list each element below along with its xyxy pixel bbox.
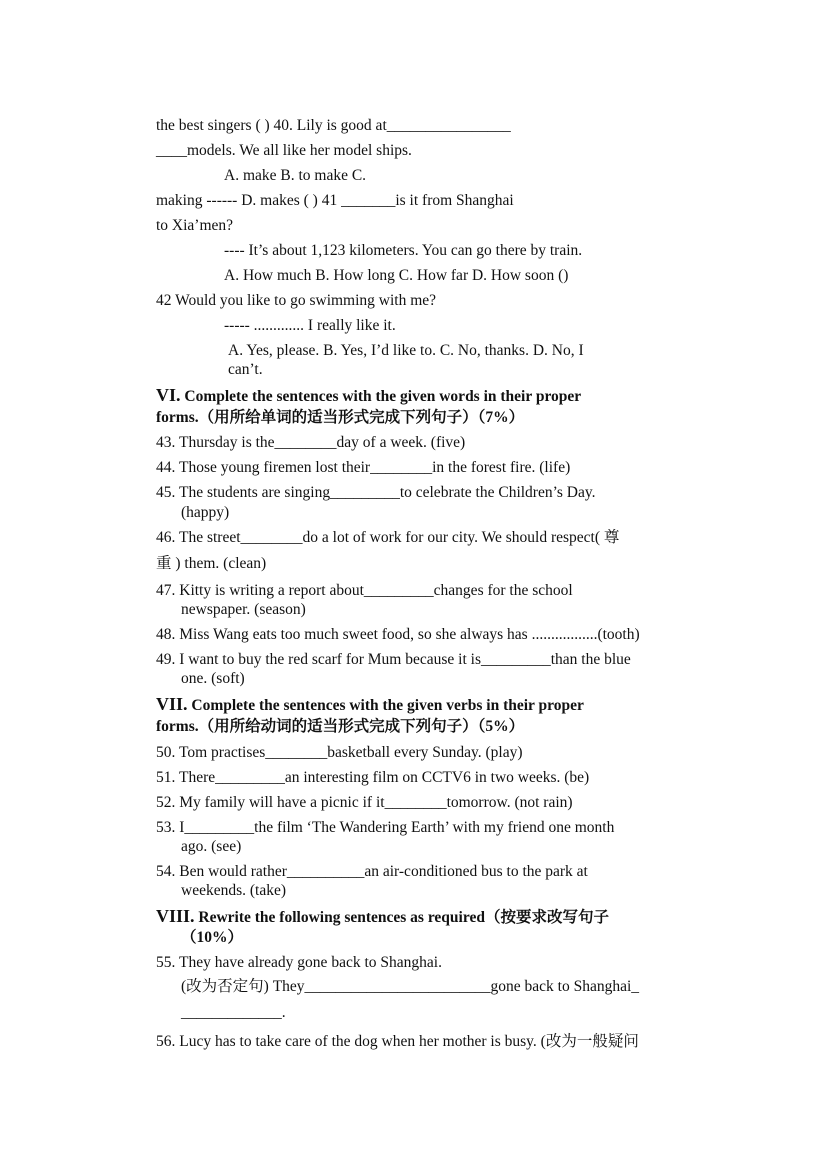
- section-vi-subtitle: forms.（用所给单词的适当形式完成下列句子）（7%）: [156, 409, 525, 426]
- question-45: 45. The students are singing_________to celebrate the Children’s Day.: [156, 484, 596, 501]
- line-q40-options: A. make B. to make C.: [224, 167, 367, 184]
- question-47-hint: newspaper. (season): [181, 601, 306, 618]
- section-vii-subtitle: forms.（用所给动词的适当形式完成下列句子）（5%）: [156, 718, 525, 735]
- question-54-hint: weekends. (take): [181, 882, 287, 899]
- section-viii-subtitle: （10%）: [181, 929, 244, 946]
- question-55-continued: _____________.: [181, 1004, 286, 1021]
- question-47: 47. Kitty is writing a report about_________changes for the school: [156, 582, 573, 599]
- section-vii-heading: [156, 694, 584, 716]
- question-52: 52. My family will have a picnic if it________tomorrow. (not rain): [156, 794, 573, 811]
- section-vi-heading: [156, 385, 581, 407]
- section-viii-heading: [156, 906, 609, 928]
- question-43: 43. Thursday is the________day of a week. (five): [156, 434, 466, 451]
- line-q40-continued: ____models. We all like her model ships.: [156, 142, 412, 159]
- line-q41-continued: to Xia’men?: [156, 217, 234, 234]
- question-56: 56. Lucy has to take care of the dog when her mother is busy. (改为一般疑问: [156, 1033, 639, 1050]
- section-vii-title: Complete the sentences with the given verbs in their proper: [187, 697, 584, 714]
- question-46-continued: 重 ) them. (clean): [156, 555, 267, 572]
- question-44: 44. Those young firemen lost their________in the forest fire. (life): [156, 459, 571, 476]
- question-50: 50. Tom practises________basketball every Sunday. (play): [156, 744, 523, 761]
- question-49: 49. I want to buy the red scarf for Mum because it is_________than the blue: [156, 651, 631, 668]
- question-53-hint: ago. (see): [181, 838, 242, 855]
- section-vi-number: VI.: [156, 385, 181, 405]
- line-q41-options: A. How much B. How long C. How far D. How soon (): [224, 267, 569, 284]
- question-53: 53. I_________the film ‘The Wandering Earth’ with my friend one month: [156, 819, 615, 836]
- line-q42: 42 Would you like to go swimming with me?: [156, 292, 437, 309]
- question-55: 55. They have already gone back to Shanghai.: [156, 954, 442, 971]
- line-q42-response: ----- ............. I really like it.: [224, 317, 396, 334]
- question-51: 51. There_________an interesting film on CCTV6 in two weeks. (be): [156, 769, 590, 786]
- line-q39-q40: the best singers ( ) 40. Lily is good at________________: [156, 117, 511, 134]
- question-54: 54. Ben would rather__________an air-conditioned bus to the park at: [156, 863, 588, 880]
- question-46: 46. The street________do a lot of work for our city. We should respect( 尊: [156, 529, 620, 546]
- line-q40-q41: making ------ D. makes ( ) 41 _______is it from Shanghai: [156, 192, 514, 209]
- section-viii-number: VIII.: [156, 906, 195, 926]
- line-q42-options: A. Yes, please. B. Yes, I’d like to. C. No, thanks. D. No, I: [228, 342, 584, 359]
- question-49-hint: one. (soft): [181, 670, 245, 687]
- line-q41-answer: ---- It’s about 1,123 kilometers. You can go there by train.: [224, 242, 583, 259]
- line-q42-options-continued: can’t.: [228, 361, 263, 378]
- section-vii-number: VII.: [156, 694, 188, 714]
- question-48: 48. Miss Wang eats too much sweet food, so she always has .................(tooth): [156, 626, 640, 643]
- section-vi-title: Complete the sentences with the given words in their proper: [180, 388, 582, 405]
- question-55-instruction: (改为否定句) They________________________gone back to Shanghai_: [181, 978, 640, 995]
- question-45-hint: (happy): [181, 504, 230, 521]
- section-viii-title: Rewrite the following sentences as required（按要求改写句子: [194, 909, 609, 926]
